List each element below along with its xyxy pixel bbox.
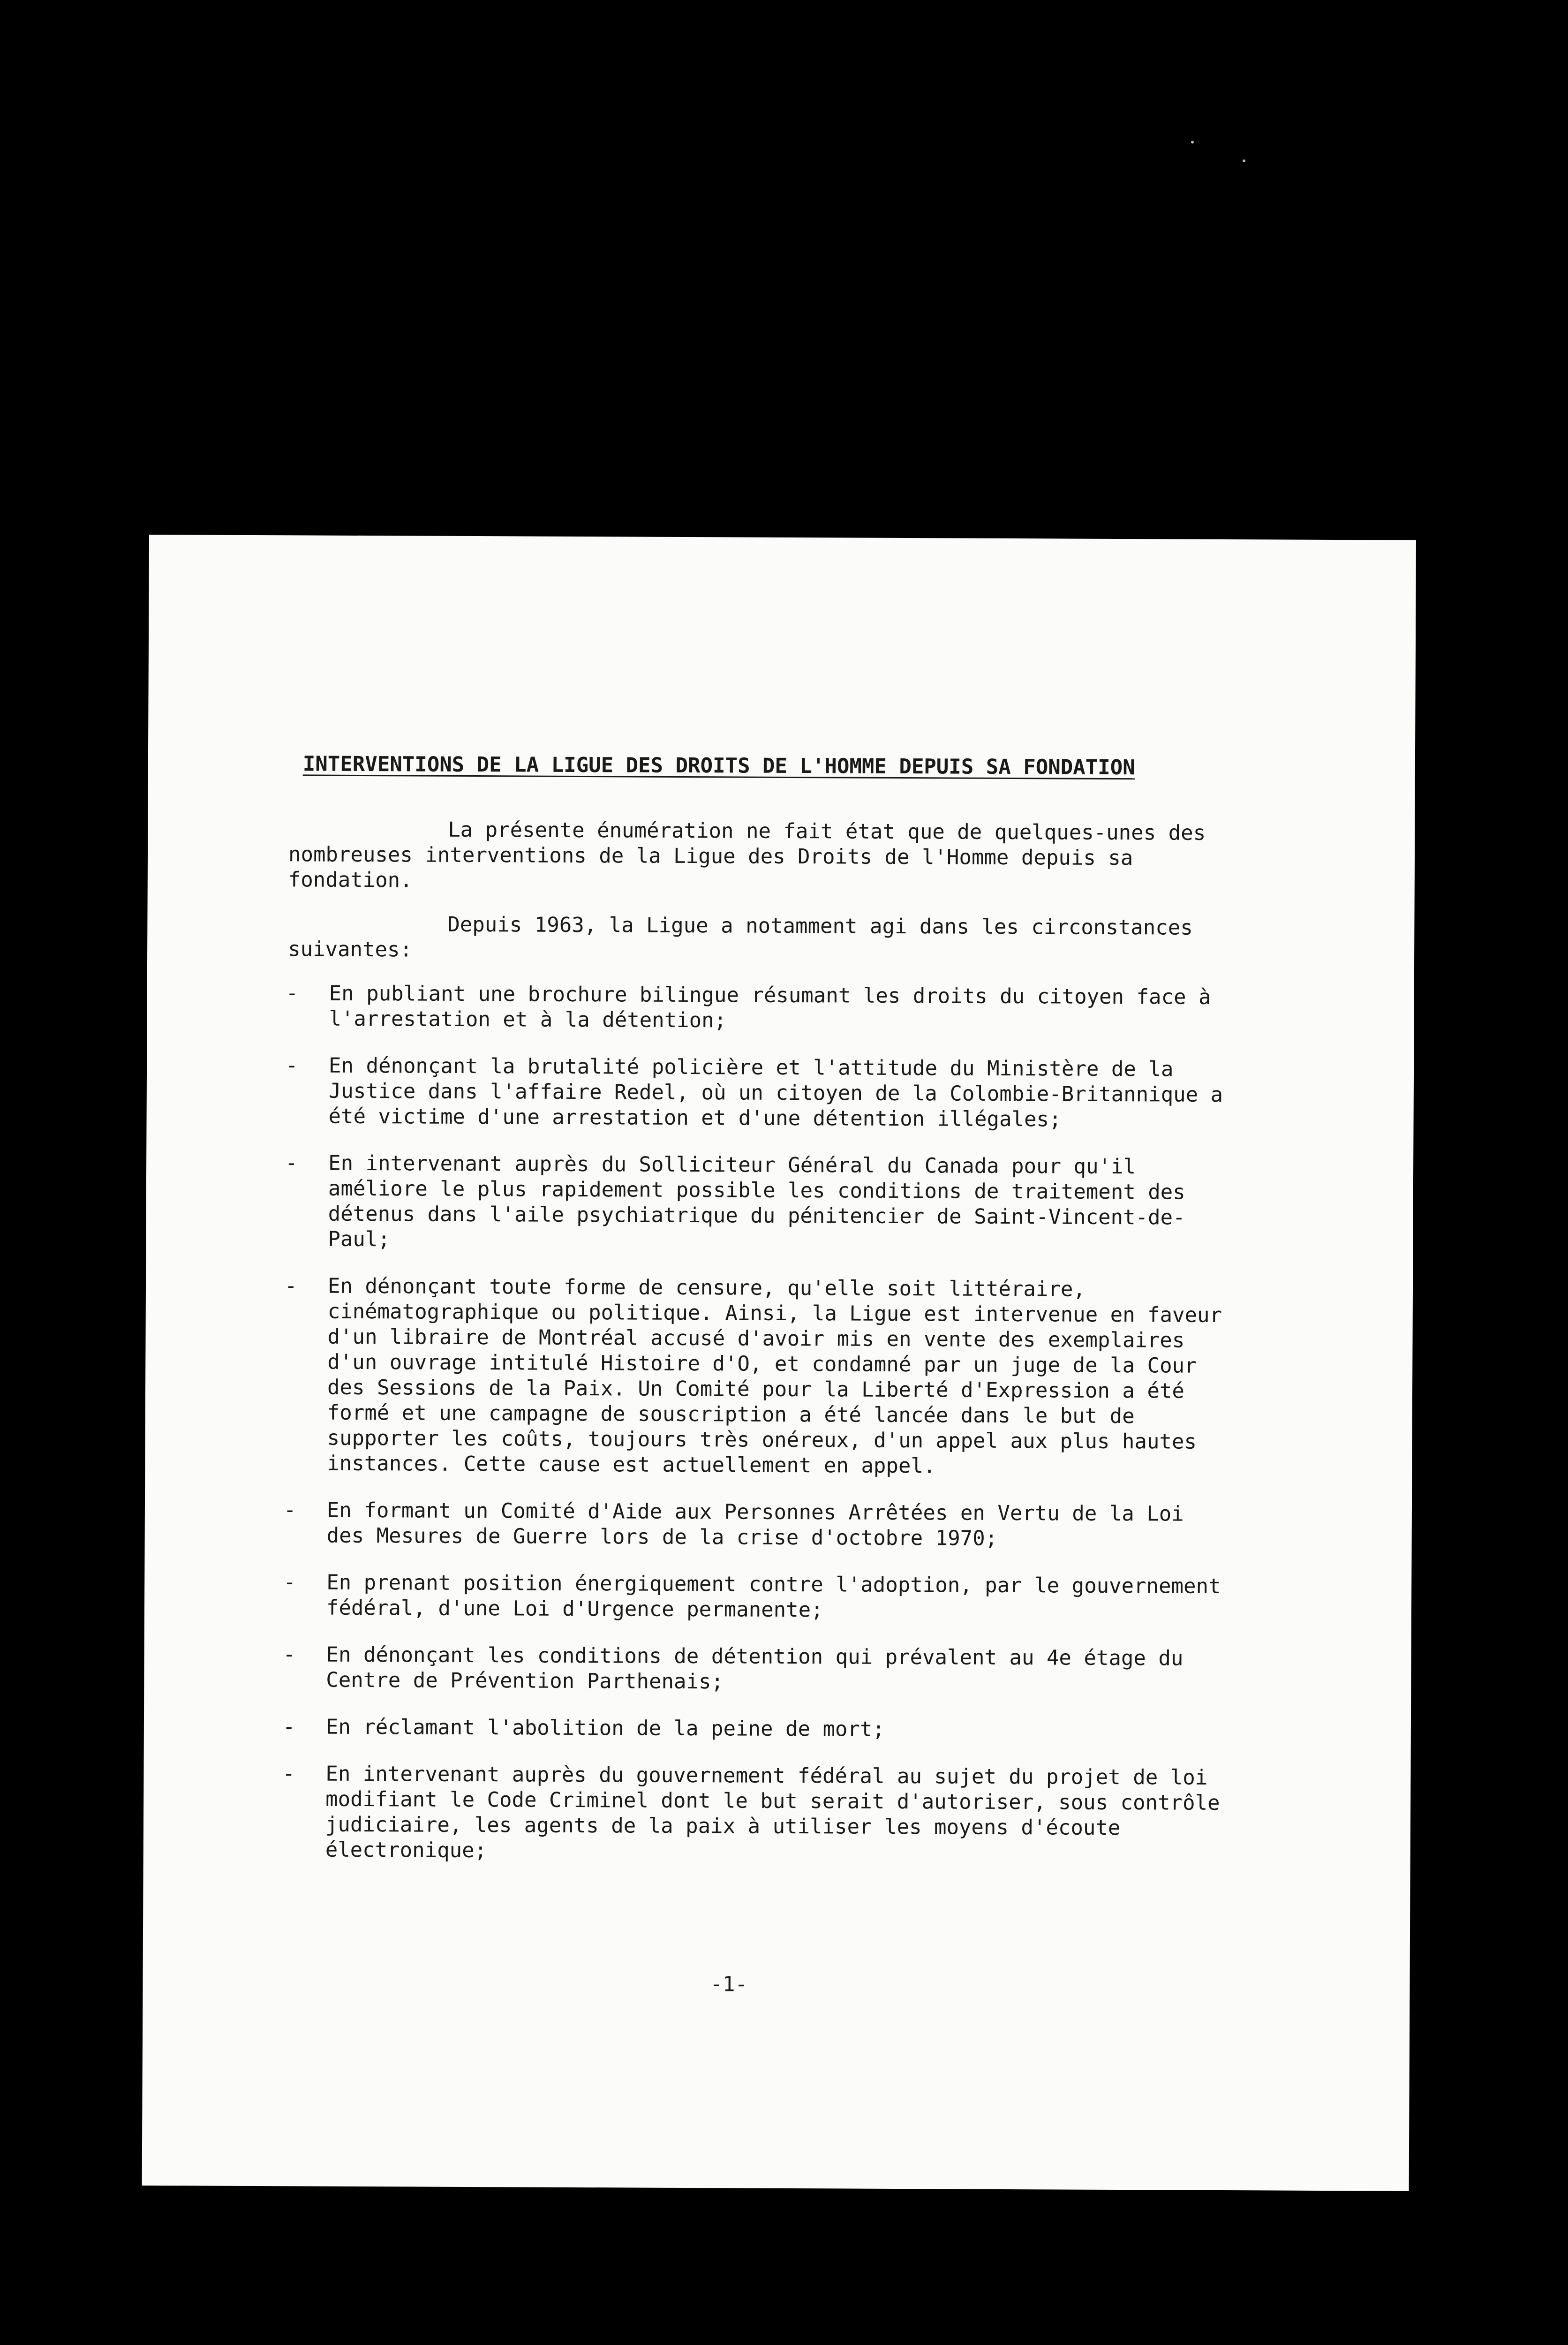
list-item — [283, 1498, 1223, 1552]
list-item-text: En formant un Comité d'Aide aux Personnes Arrêtées en Vertu de la Loi des Mesures de Guerre lors de la crise d'octobre 1970; — [326, 1498, 1184, 1551]
bullet-dash: - — [284, 1274, 297, 1298]
bullet-dash: - — [283, 1642, 296, 1667]
bullet-dash: - — [285, 1053, 298, 1078]
list-item — [285, 1570, 1223, 1625]
bullet-dash: - — [283, 1570, 296, 1595]
list-item — [285, 1642, 1222, 1697]
bullet-dash: - — [283, 1498, 296, 1522]
list-item-text: En prenant position énergiquement contre l'adoption, par le gouvernement fédéral, d'une Loi d'Urgence permanente; — [326, 1570, 1221, 1622]
list-item-text: En intervenant auprès du Solliciteur Général du Canada pour qu'il améliore le plus rapidement possible les conditions de traitement des détenus dans l'aile psychiatrique du pénitencier de Saint-Vincent-de-Paul; — [328, 1151, 1185, 1252]
list-item-text: En réclamant l'abolition de la peine de mort; — [325, 1715, 885, 1741]
list-item — [287, 1053, 1225, 1133]
intro-paragraph: La présente énumération ne fait état que de quelques-unes des nombreuses interventions de la Ligue des Droits de l'Homme depuis sa fondation. — [288, 817, 1206, 893]
film-speck — [1191, 141, 1194, 144]
list-item-text: En dénonçant la brutalité policière et l'attitude du Ministère de la Justice dans l'affaire Redel, où un citoyen de la Colombie-Britannique a été victime d'une arrestation et d'une détention illégales; — [328, 1053, 1223, 1132]
bullet-dash: - — [282, 1762, 295, 1786]
intro-paragraph: Depuis 1963, la Ligue a notamment agi dans les circonstances suivantes: — [288, 912, 1193, 962]
bullet-dash: - — [282, 1715, 295, 1739]
list-item-text: En publiant une brochure bilingue résumant les droits du citoyen face à l'arrestation et à la détention; — [329, 981, 1211, 1033]
bullet-dash: - — [285, 1151, 298, 1175]
document-title: INTERVENTIONS DE LA LIGUE DES DROITS DE L'HOMME DEPUIS SA FONDATION — [302, 752, 1135, 780]
list-item-text: En intervenant auprès du gouvernement fédéral au sujet du projet de loi modifiant le Code Criminel dont le but serait d'autoriser, sous contrôle judiciaire, les agents de la paix à utiliser les moyens d'écoute électronique; — [325, 1762, 1220, 1863]
list-item — [284, 1761, 1222, 1867]
page-number: -1- — [710, 1972, 748, 1997]
document-body — [284, 817, 1226, 1888]
list-item-text: En dénonçant toute forme de censure, qu'elle soit littéraire, cinématographique ou politique. Ainsi, la Ligue est intervenue en faveur d'un libraire de Montréal accusé d'avoir mis en vente des exemplaires d'un ouvrage intitulé Histoire d'O, et condamné par un juge de la Cour des Sessions de la Paix. Un Comité pour la Liberté d'Expression a été formé et une campagne de souscription a été lancée dans le but de supporter les coûts, toujours très onéreux, d'un appel aux plus hautes instances. Cette cause est actuellement en appel. — [327, 1274, 1222, 1478]
list-item — [287, 981, 1225, 1036]
list-item-text: En dénonçant les conditions de détention qui prévalent au 4e étage du Centre de Prévention Parthenais; — [326, 1642, 1184, 1694]
list-item — [286, 1273, 1224, 1480]
bullet-dash: - — [286, 981, 299, 1006]
list-item — [282, 1714, 1222, 1744]
interventions-list — [284, 981, 1226, 1867]
list-item — [286, 1150, 1225, 1256]
film-speck — [1243, 159, 1245, 162]
document-page — [142, 535, 1416, 2191]
